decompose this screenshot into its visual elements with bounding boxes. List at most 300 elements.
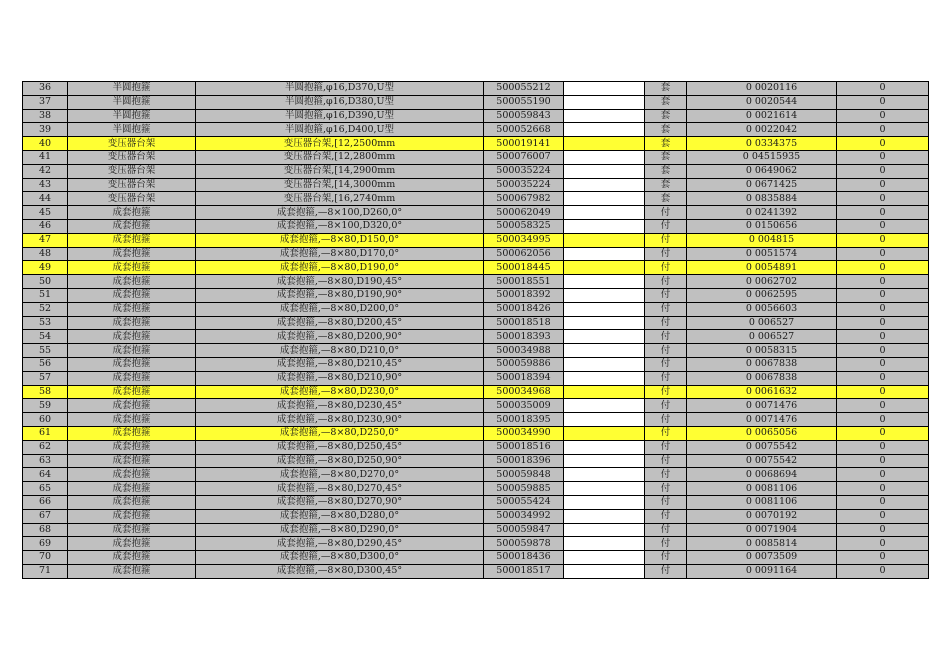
cell-quantity[interactable]: 0 0070192	[687, 509, 837, 523]
cell-material-name[interactable]: 半圆抱箍	[68, 95, 196, 109]
table-row[interactable]	[23, 316, 929, 330]
cell-index[interactable]: 61	[23, 426, 68, 440]
cell-quantity[interactable]: 0 0020544	[687, 95, 837, 109]
cell-material-name[interactable]: 成套抱箍	[68, 495, 196, 509]
cell-material-code[interactable]: 500059848	[484, 468, 564, 482]
cell-empty[interactable]	[564, 440, 645, 454]
cell-material-code[interactable]: 500018518	[484, 316, 564, 330]
cell-specification[interactable]: 半圆抱箍,φ16,D400,U型	[196, 123, 484, 137]
cell-quantity[interactable]: 0 0671425	[687, 178, 837, 192]
cell-specification[interactable]: 成套抱箍,—8×80,D210,45°	[196, 357, 484, 371]
cell-material-code[interactable]: 500019141	[484, 137, 564, 151]
cell-empty[interactable]	[564, 288, 645, 302]
cell-index[interactable]: 37	[23, 95, 68, 109]
cell-quantity[interactable]: 0 0022042	[687, 123, 837, 137]
cell-empty[interactable]	[564, 399, 645, 413]
table-row[interactable]	[23, 288, 929, 302]
cell-value[interactable]: 0	[837, 288, 929, 302]
table-row[interactable]	[23, 123, 929, 137]
table-row[interactable]	[23, 468, 929, 482]
cell-unit[interactable]: 付	[645, 385, 687, 399]
cell-specification[interactable]: 成套抱箍,—8×80,D200,0°	[196, 302, 484, 316]
table-row-highlighted[interactable]	[23, 261, 929, 275]
cell-index[interactable]: 68	[23, 523, 68, 537]
table-row[interactable]	[23, 440, 929, 454]
cell-unit[interactable]: 套	[645, 109, 687, 123]
cell-unit[interactable]: 付	[645, 426, 687, 440]
table-row[interactable]	[23, 247, 929, 261]
table-row-highlighted[interactable]	[23, 137, 929, 151]
cell-specification[interactable]: 成套抱箍,—8×80,D250,90°	[196, 454, 484, 468]
cell-empty[interactable]	[564, 137, 645, 151]
cell-material-name[interactable]: 成套抱箍	[68, 261, 196, 275]
cell-unit[interactable]: 付	[645, 344, 687, 358]
cell-index[interactable]: 60	[23, 413, 68, 427]
cell-unit[interactable]: 套	[645, 123, 687, 137]
cell-empty[interactable]	[564, 302, 645, 316]
table-row[interactable]	[23, 399, 929, 413]
cell-unit[interactable]: 付	[645, 413, 687, 427]
table-row-highlighted[interactable]	[23, 426, 929, 440]
cell-index[interactable]: 52	[23, 302, 68, 316]
cell-quantity[interactable]: 0 0021614	[687, 109, 837, 123]
cell-quantity[interactable]: 0 0835884	[687, 192, 837, 206]
cell-value[interactable]: 0	[837, 302, 929, 316]
cell-material-name[interactable]: 成套抱箍	[68, 288, 196, 302]
table-row[interactable]	[23, 275, 929, 289]
cell-unit[interactable]: 套	[645, 178, 687, 192]
cell-empty[interactable]	[564, 109, 645, 123]
cell-quantity[interactable]: 0 0071476	[687, 413, 837, 427]
cell-material-code[interactable]: 500062049	[484, 206, 564, 220]
cell-value[interactable]: 0	[837, 551, 929, 565]
cell-quantity[interactable]: 0 04515935	[687, 150, 837, 164]
cell-material-name[interactable]: 成套抱箍	[68, 206, 196, 220]
cell-quantity[interactable]: 0 0071476	[687, 399, 837, 413]
cell-specification[interactable]: 成套抱箍,—8×80,D200,90°	[196, 330, 484, 344]
cell-value[interactable]: 0	[837, 219, 929, 233]
cell-specification[interactable]: 成套抱箍,—8×80,D190,45°	[196, 275, 484, 289]
cell-specification[interactable]: 成套抱箍,—8×100,D260,0°	[196, 206, 484, 220]
cell-specification[interactable]: 成套抱箍,—8×80,D270,90°	[196, 495, 484, 509]
cell-material-name[interactable]: 成套抱箍	[68, 482, 196, 496]
cell-index[interactable]: 62	[23, 440, 68, 454]
cell-specification[interactable]: 成套抱箍,—8×100,D320,0°	[196, 219, 484, 233]
cell-material-name[interactable]: 成套抱箍	[68, 371, 196, 385]
cell-unit[interactable]: 付	[645, 233, 687, 247]
table-row-highlighted[interactable]	[23, 385, 929, 399]
cell-value[interactable]: 0	[837, 344, 929, 358]
cell-specification[interactable]: 成套抱箍,—8×80,D230,90°	[196, 413, 484, 427]
cell-material-name[interactable]: 成套抱箍	[68, 247, 196, 261]
cell-unit[interactable]: 套	[645, 164, 687, 178]
table-row[interactable]	[23, 150, 929, 164]
cell-index[interactable]: 48	[23, 247, 68, 261]
cell-empty[interactable]	[564, 468, 645, 482]
cell-index[interactable]: 45	[23, 206, 68, 220]
cell-unit[interactable]: 套	[645, 95, 687, 109]
cell-quantity[interactable]: 0 0020116	[687, 82, 837, 96]
cell-quantity[interactable]: 0 0085814	[687, 537, 837, 551]
cell-value[interactable]: 0	[837, 385, 929, 399]
cell-material-code[interactable]: 500018395	[484, 413, 564, 427]
cell-material-code[interactable]: 500058325	[484, 219, 564, 233]
cell-index[interactable]: 57	[23, 371, 68, 385]
cell-quantity[interactable]: 0 004815	[687, 233, 837, 247]
cell-index[interactable]: 66	[23, 495, 68, 509]
cell-quantity[interactable]: 0 0075542	[687, 454, 837, 468]
cell-quantity[interactable]: 0 0081106	[687, 495, 837, 509]
cell-value[interactable]: 0	[837, 564, 929, 578]
cell-material-name[interactable]: 变压器台架	[68, 178, 196, 192]
cell-empty[interactable]	[564, 357, 645, 371]
cell-specification[interactable]: 成套抱箍,—8×80,D290,45°	[196, 537, 484, 551]
cell-quantity[interactable]: 0 0075542	[687, 440, 837, 454]
cell-material-code[interactable]: 500059886	[484, 357, 564, 371]
cell-unit[interactable]: 套	[645, 150, 687, 164]
cell-specification[interactable]: 成套抱箍,—8×80,D210,90°	[196, 371, 484, 385]
cell-value[interactable]: 0	[837, 109, 929, 123]
cell-empty[interactable]	[564, 385, 645, 399]
cell-material-name[interactable]: 半圆抱箍	[68, 109, 196, 123]
cell-empty[interactable]	[564, 426, 645, 440]
cell-empty[interactable]	[564, 233, 645, 247]
cell-quantity[interactable]: 0 0062595	[687, 288, 837, 302]
cell-material-name[interactable]: 成套抱箍	[68, 413, 196, 427]
cell-index[interactable]: 36	[23, 82, 68, 96]
cell-material-name[interactable]: 成套抱箍	[68, 302, 196, 316]
cell-index[interactable]: 69	[23, 537, 68, 551]
cell-specification[interactable]: 成套抱箍,—8×80,D250,0°	[196, 426, 484, 440]
table-row[interactable]	[23, 509, 929, 523]
cell-specification[interactable]: 成套抱箍,—8×80,D170,0°	[196, 247, 484, 261]
cell-quantity[interactable]: 0 0058315	[687, 344, 837, 358]
table-row[interactable]	[23, 302, 929, 316]
cell-specification[interactable]: 成套抱箍,—8×80,D300,0°	[196, 551, 484, 565]
cell-value[interactable]: 0	[837, 426, 929, 440]
table-row[interactable]	[23, 482, 929, 496]
cell-specification[interactable]: 成套抱箍,—8×80,D250,45°	[196, 440, 484, 454]
cell-unit[interactable]: 付	[645, 495, 687, 509]
cell-specification[interactable]: 成套抱箍,—8×80,D150,0°	[196, 233, 484, 247]
cell-material-name[interactable]: 成套抱箍	[68, 509, 196, 523]
table-row[interactable]	[23, 495, 929, 509]
cell-value[interactable]: 0	[837, 192, 929, 206]
cell-index[interactable]: 65	[23, 482, 68, 496]
cell-quantity[interactable]: 0 0150656	[687, 219, 837, 233]
cell-material-name[interactable]: 变压器台架	[68, 150, 196, 164]
cell-index[interactable]: 38	[23, 109, 68, 123]
cell-value[interactable]: 0	[837, 523, 929, 537]
cell-index[interactable]: 56	[23, 357, 68, 371]
cell-empty[interactable]	[564, 551, 645, 565]
cell-unit[interactable]: 付	[645, 523, 687, 537]
cell-material-name[interactable]: 成套抱箍	[68, 330, 196, 344]
cell-index[interactable]: 58	[23, 385, 68, 399]
cell-value[interactable]: 0	[837, 440, 929, 454]
table-row[interactable]	[23, 537, 929, 551]
table-row[interactable]	[23, 178, 929, 192]
table-row[interactable]	[23, 330, 929, 344]
cell-index[interactable]: 51	[23, 288, 68, 302]
cell-value[interactable]: 0	[837, 123, 929, 137]
cell-material-code[interactable]: 500018392	[484, 288, 564, 302]
cell-index[interactable]: 43	[23, 178, 68, 192]
cell-material-code[interactable]: 500018393	[484, 330, 564, 344]
table-row[interactable]	[23, 95, 929, 109]
cell-specification[interactable]: 成套抱箍,—8×80,D210,0°	[196, 344, 484, 358]
cell-material-code[interactable]: 500055424	[484, 495, 564, 509]
cell-value[interactable]: 0	[837, 233, 929, 247]
cell-specification[interactable]: 变压器台架,[12,2500mm	[196, 137, 484, 151]
cell-material-name[interactable]: 变压器台架	[68, 137, 196, 151]
table-row[interactable]	[23, 371, 929, 385]
cell-index[interactable]: 53	[23, 316, 68, 330]
cell-unit[interactable]: 付	[645, 454, 687, 468]
cell-quantity[interactable]: 0 006527	[687, 330, 837, 344]
cell-index[interactable]: 39	[23, 123, 68, 137]
cell-unit[interactable]: 付	[645, 564, 687, 578]
cell-material-code[interactable]: 500055190	[484, 95, 564, 109]
cell-value[interactable]: 0	[837, 178, 929, 192]
cell-unit[interactable]: 套	[645, 82, 687, 96]
cell-material-name[interactable]: 成套抱箍	[68, 344, 196, 358]
table-row[interactable]	[23, 109, 929, 123]
cell-index[interactable]: 63	[23, 454, 68, 468]
cell-material-name[interactable]: 成套抱箍	[68, 219, 196, 233]
cell-unit[interactable]: 付	[645, 316, 687, 330]
cell-value[interactable]: 0	[837, 150, 929, 164]
cell-material-name[interactable]: 成套抱箍	[68, 454, 196, 468]
cell-index[interactable]: 64	[23, 468, 68, 482]
table-row[interactable]	[23, 551, 929, 565]
cell-index[interactable]: 40	[23, 137, 68, 151]
cell-empty[interactable]	[564, 454, 645, 468]
cell-material-name[interactable]: 成套抱箍	[68, 357, 196, 371]
cell-empty[interactable]	[564, 178, 645, 192]
cell-specification[interactable]: 成套抱箍,—8×80,D300,45°	[196, 564, 484, 578]
cell-empty[interactable]	[564, 206, 645, 220]
cell-unit[interactable]: 付	[645, 482, 687, 496]
table-row[interactable]	[23, 357, 929, 371]
cell-specification[interactable]: 成套抱箍,—8×80,D280,0°	[196, 509, 484, 523]
cell-quantity[interactable]: 0 0067838	[687, 371, 837, 385]
cell-value[interactable]: 0	[837, 275, 929, 289]
cell-index[interactable]: 49	[23, 261, 68, 275]
table-row[interactable]	[23, 413, 929, 427]
cell-specification[interactable]: 成套抱箍,—8×80,D190,0°	[196, 261, 484, 275]
cell-quantity[interactable]: 0 0067838	[687, 357, 837, 371]
cell-material-code[interactable]: 500018516	[484, 440, 564, 454]
cell-unit[interactable]: 套	[645, 137, 687, 151]
cell-material-code[interactable]: 500018436	[484, 551, 564, 565]
cell-empty[interactable]	[564, 523, 645, 537]
cell-index[interactable]: 41	[23, 150, 68, 164]
cell-unit[interactable]: 付	[645, 440, 687, 454]
cell-value[interactable]: 0	[837, 509, 929, 523]
cell-specification[interactable]: 成套抱箍,—8×80,D270,0°	[196, 468, 484, 482]
cell-material-name[interactable]: 成套抱箍	[68, 564, 196, 578]
cell-quantity[interactable]: 0 006527	[687, 316, 837, 330]
table-row[interactable]	[23, 206, 929, 220]
cell-quantity[interactable]: 0 0056603	[687, 302, 837, 316]
cell-material-name[interactable]: 成套抱箍	[68, 233, 196, 247]
cell-material-code[interactable]: 500035224	[484, 178, 564, 192]
cell-empty[interactable]	[564, 164, 645, 178]
cell-material-code[interactable]: 500067982	[484, 192, 564, 206]
cell-empty[interactable]	[564, 316, 645, 330]
cell-specification[interactable]: 成套抱箍,—8×80,D200,45°	[196, 316, 484, 330]
cell-empty[interactable]	[564, 330, 645, 344]
cell-index[interactable]: 50	[23, 275, 68, 289]
cell-empty[interactable]	[564, 219, 645, 233]
cell-unit[interactable]: 付	[645, 537, 687, 551]
cell-quantity[interactable]: 0 0649062	[687, 164, 837, 178]
cell-value[interactable]: 0	[837, 454, 929, 468]
cell-empty[interactable]	[564, 95, 645, 109]
cell-empty[interactable]	[564, 344, 645, 358]
cell-index[interactable]: 46	[23, 219, 68, 233]
cell-index[interactable]: 59	[23, 399, 68, 413]
cell-index[interactable]: 70	[23, 551, 68, 565]
cell-empty[interactable]	[564, 192, 645, 206]
cell-value[interactable]: 0	[837, 399, 929, 413]
cell-unit[interactable]: 付	[645, 219, 687, 233]
cell-specification[interactable]: 半圆抱箍,φ16,D390,U型	[196, 109, 484, 123]
cell-specification[interactable]: 成套抱箍,—8×80,D230,0°	[196, 385, 484, 399]
cell-quantity[interactable]: 0 0334375	[687, 137, 837, 151]
cell-specification[interactable]: 成套抱箍,—8×80,D190,90°	[196, 288, 484, 302]
cell-material-name[interactable]: 变压器台架	[68, 192, 196, 206]
cell-index[interactable]: 67	[23, 509, 68, 523]
cell-quantity[interactable]: 0 0065056	[687, 426, 837, 440]
cell-material-name[interactable]: 成套抱箍	[68, 551, 196, 565]
cell-empty[interactable]	[564, 482, 645, 496]
cell-material-code[interactable]: 500062056	[484, 247, 564, 261]
table-row[interactable]	[23, 164, 929, 178]
cell-material-code[interactable]: 500018396	[484, 454, 564, 468]
table-row[interactable]	[23, 219, 929, 233]
cell-quantity[interactable]: 0 0241392	[687, 206, 837, 220]
cell-value[interactable]: 0	[837, 468, 929, 482]
cell-specification[interactable]: 成套抱箍,—8×80,D270,45°	[196, 482, 484, 496]
cell-quantity[interactable]: 0 0081106	[687, 482, 837, 496]
cell-unit[interactable]: 付	[645, 247, 687, 261]
cell-unit[interactable]: 付	[645, 302, 687, 316]
cell-value[interactable]: 0	[837, 247, 929, 261]
table-row[interactable]	[23, 192, 929, 206]
cell-unit[interactable]: 付	[645, 357, 687, 371]
cell-index[interactable]: 54	[23, 330, 68, 344]
cell-index[interactable]: 55	[23, 344, 68, 358]
cell-unit[interactable]: 付	[645, 468, 687, 482]
cell-material-name[interactable]: 成套抱箍	[68, 440, 196, 454]
cell-material-code[interactable]: 500052668	[484, 123, 564, 137]
cell-specification[interactable]: 半圆抱箍,φ16,D370,U型	[196, 82, 484, 96]
cell-value[interactable]: 0	[837, 206, 929, 220]
cell-specification[interactable]: 半圆抱箍,φ16,D380,U型	[196, 95, 484, 109]
cell-quantity[interactable]: 0 0071904	[687, 523, 837, 537]
cell-material-name[interactable]: 成套抱箍	[68, 316, 196, 330]
cell-empty[interactable]	[564, 564, 645, 578]
cell-unit[interactable]: 付	[645, 330, 687, 344]
cell-material-code[interactable]: 500034988	[484, 344, 564, 358]
cell-material-code[interactable]: 500034968	[484, 385, 564, 399]
cell-material-name[interactable]: 成套抱箍	[68, 426, 196, 440]
cell-quantity[interactable]: 0 0068694	[687, 468, 837, 482]
cell-unit[interactable]: 付	[645, 275, 687, 289]
cell-value[interactable]: 0	[837, 164, 929, 178]
cell-value[interactable]: 0	[837, 413, 929, 427]
cell-specification[interactable]: 变压器台架,[14,2900mm	[196, 164, 484, 178]
cell-material-name[interactable]: 成套抱箍	[68, 537, 196, 551]
cell-value[interactable]: 0	[837, 357, 929, 371]
cell-material-code[interactable]: 500034995	[484, 233, 564, 247]
cell-specification[interactable]: 变压器台架,[14,3000mm	[196, 178, 484, 192]
cell-material-name[interactable]: 成套抱箍	[68, 468, 196, 482]
cell-material-code[interactable]: 500059885	[484, 482, 564, 496]
cell-value[interactable]: 0	[837, 82, 929, 96]
cell-quantity[interactable]: 0 0073509	[687, 551, 837, 565]
cell-value[interactable]: 0	[837, 261, 929, 275]
cell-index[interactable]: 42	[23, 164, 68, 178]
cell-index[interactable]: 47	[23, 233, 68, 247]
cell-unit[interactable]: 付	[645, 206, 687, 220]
cell-material-code[interactable]: 500034990	[484, 426, 564, 440]
cell-material-code[interactable]: 500076007	[484, 150, 564, 164]
cell-empty[interactable]	[564, 247, 645, 261]
table-row[interactable]	[23, 564, 929, 578]
cell-material-name[interactable]: 成套抱箍	[68, 275, 196, 289]
table-row[interactable]	[23, 82, 929, 96]
cell-specification[interactable]: 成套抱箍,—8×80,D230,45°	[196, 399, 484, 413]
cell-unit[interactable]: 付	[645, 261, 687, 275]
cell-material-name[interactable]: 成套抱箍	[68, 385, 196, 399]
cell-material-name[interactable]: 成套抱箍	[68, 399, 196, 413]
cell-value[interactable]: 0	[837, 537, 929, 551]
cell-material-code[interactable]: 500059878	[484, 537, 564, 551]
cell-value[interactable]: 0	[837, 316, 929, 330]
cell-empty[interactable]	[564, 261, 645, 275]
cell-unit[interactable]: 付	[645, 551, 687, 565]
cell-empty[interactable]	[564, 150, 645, 164]
cell-empty[interactable]	[564, 82, 645, 96]
cell-material-code[interactable]: 500059847	[484, 523, 564, 537]
cell-empty[interactable]	[564, 123, 645, 137]
cell-empty[interactable]	[564, 495, 645, 509]
cell-value[interactable]: 0	[837, 482, 929, 496]
cell-material-name[interactable]: 半圆抱箍	[68, 82, 196, 96]
cell-material-code[interactable]: 500018517	[484, 564, 564, 578]
cell-value[interactable]: 0	[837, 495, 929, 509]
cell-material-code[interactable]: 500055212	[484, 82, 564, 96]
cell-quantity[interactable]: 0 0062702	[687, 275, 837, 289]
cell-unit[interactable]: 付	[645, 288, 687, 302]
cell-material-code[interactable]: 500018426	[484, 302, 564, 316]
cell-material-code[interactable]: 500034992	[484, 509, 564, 523]
cell-material-code[interactable]: 500035009	[484, 399, 564, 413]
cell-unit[interactable]: 套	[645, 192, 687, 206]
cell-unit[interactable]: 付	[645, 399, 687, 413]
cell-empty[interactable]	[564, 371, 645, 385]
cell-quantity[interactable]: 0 0061632	[687, 385, 837, 399]
cell-specification[interactable]: 变压器台架,[16,2740mm	[196, 192, 484, 206]
cell-material-code[interactable]: 500059843	[484, 109, 564, 123]
cell-quantity[interactable]: 0 0051574	[687, 247, 837, 261]
table-row[interactable]	[23, 454, 929, 468]
cell-material-code[interactable]: 500018445	[484, 261, 564, 275]
cell-empty[interactable]	[564, 275, 645, 289]
